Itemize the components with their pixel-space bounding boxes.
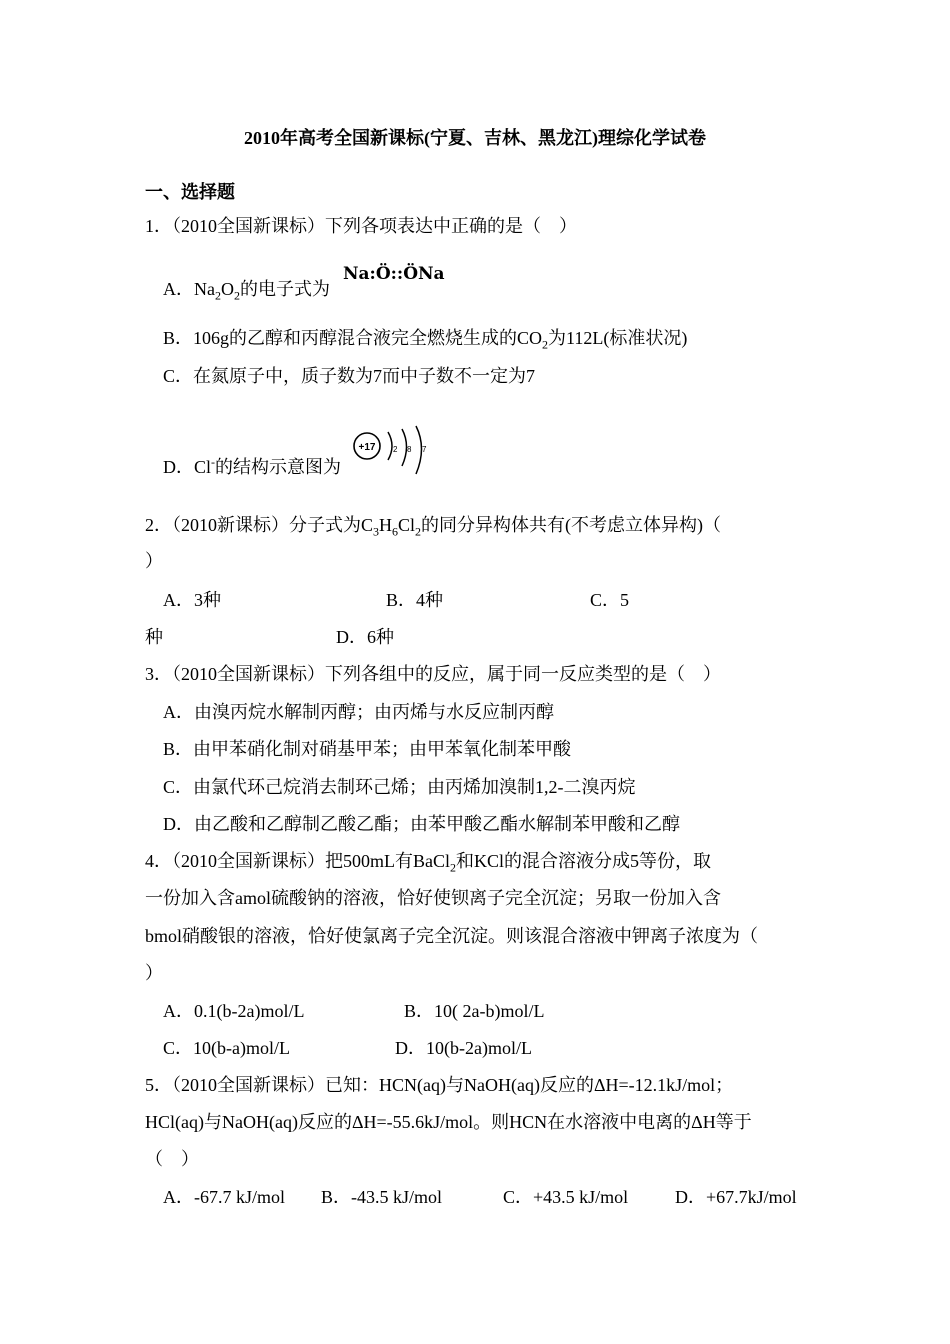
question-1-option-b <box>163 326 687 357</box>
question-1-option-d <box>163 450 341 479</box>
stem-text: 2．（2010新课标）分子式为C <box>145 515 374 535</box>
shell-count-2: 8 <box>407 445 412 454</box>
subscript: 3 <box>373 524 380 539</box>
option-text: 的结构示意图为 <box>215 457 342 477</box>
option-text: 的电子式为 <box>240 279 330 299</box>
nucleus-label: +17 <box>358 442 376 453</box>
subscript: 2 <box>215 288 221 303</box>
electron-formula-image: Na:Ö::ÖNa <box>343 264 445 284</box>
question-2-stem <box>145 513 721 544</box>
option-text: A．Na <box>163 279 215 299</box>
question-2-stem-end: ） <box>145 551 163 571</box>
question-2-option-a: A．3种 <box>163 590 221 610</box>
shell-count-3: 7 <box>422 445 427 454</box>
question-3-option-b: B．由甲苯硝化制对硝基甲苯；由甲苯氧化制苯甲酸 <box>163 739 572 759</box>
question-3-stem: 3．（2010全国新课标）下列各组中的反应，属于同一反应类型的是（ ） <box>145 664 721 684</box>
shell-arc-3 <box>416 426 422 474</box>
question-3-option-a: A．由溴丙烷水解制丙醇；由丙烯与水反应制丙醇 <box>163 702 554 722</box>
subscript: 2 <box>450 860 456 875</box>
question-4-stem-line-4: ） <box>145 963 163 983</box>
option-text: 为112L(标准状况) <box>548 328 688 348</box>
question-5-stem-line-2: HCl(aq)与NaOH(aq)反应的ΔH=-55.6kJ/mol。则HCN在水溶液中电离的ΔH等于 <box>145 1112 752 1132</box>
question-4-option-c: C．10(b-a)mol/L <box>163 1038 290 1058</box>
question-1-stem: 1．（2010全国新课标）下列各项表达中正确的是（ ） <box>145 216 577 236</box>
stem-text: Cl <box>398 515 416 535</box>
question-3-option-c: C．由氯代环己烷消去制环己烯；由丙烯加溴制1,2-二溴丙烷 <box>163 777 636 797</box>
question-5-option-d: D．+67.7kJ/mol <box>675 1187 797 1207</box>
question-2-option-d: D．6种 <box>336 627 394 647</box>
question-5-option-a: A．-67.7 kJ/mol <box>163 1187 286 1207</box>
stem-text: H <box>379 515 393 535</box>
page-title: 2010年高考全国新课标(宁夏、吉林、黑龙江)理综化学试卷 <box>244 128 706 148</box>
option-text: D．Cl <box>163 457 212 477</box>
subscript: 6 <box>392 524 399 539</box>
question-5-option-b: B．-43.5 kJ/mol <box>321 1187 443 1207</box>
question-1-option-a <box>163 277 330 308</box>
subscript: 2 <box>415 524 422 539</box>
question-5-stem-line-3: （ ） <box>145 1149 199 1169</box>
question-4-option-a: A．0.1(b-2a)mol/L <box>163 1001 305 1021</box>
question-4-option-b: B．10( 2a-b)mol/L <box>404 1001 545 1021</box>
superscript: - <box>211 455 216 469</box>
question-4-stem-line-2: 一份加入含amol硫酸钠的溶液，恰好使钡离子完全沉淀；另取一份加入含 <box>145 888 721 908</box>
stem-text: 和KCl的混合溶液分成5等份，取 <box>456 851 712 871</box>
question-2-option-c-cont: 种 <box>145 627 163 647</box>
stem-text: 的同分异构体共有(不考虑立体异构)（ <box>421 515 722 535</box>
option-text: O <box>221 279 234 299</box>
shell-count-1: 2 <box>393 445 398 454</box>
question-2-option-c: C．5 <box>590 590 630 610</box>
question-4-option-d: D．10(b-2a)mol/L <box>395 1038 532 1058</box>
atom-structure-diagram <box>350 422 434 478</box>
question-2-option-b: B．4种 <box>386 590 444 610</box>
question-4-stem-line-3: bmol硝酸银的溶液，恰好使氯离子完全沉淀。则该混合溶液中钾离子浓度为（ <box>145 926 758 946</box>
question-1-option-c: C．在氮原子中，质子数为7而中子数不一定为7 <box>163 366 536 386</box>
option-text: B．106g的乙醇和丙醇混合液完全燃烧生成的CO <box>163 328 543 348</box>
stem-text: 4．（2010全国新课标）把500mL有BaCl <box>145 851 450 871</box>
subscript: 2 <box>234 288 240 303</box>
shell-arc-1 <box>388 432 392 460</box>
question-5-option-c: C．+43.5 kJ/mol <box>503 1187 629 1207</box>
subscript: 2 <box>542 337 549 352</box>
question-5-stem-line-1: 5．（2010全国新课标）已知：HCN(aq)与NaOH(aq)反应的ΔH=-12.1kJ/mol； <box>145 1075 734 1095</box>
section-heading: 一、选择题 <box>145 182 235 202</box>
shell-arc-2 <box>402 429 407 466</box>
question-4-stem-line-1 <box>145 849 711 880</box>
question-3-option-d: D．由乙酸和乙醇制乙酸乙酯；由苯甲酸乙酯水解制苯甲酸和乙醇 <box>163 814 680 834</box>
